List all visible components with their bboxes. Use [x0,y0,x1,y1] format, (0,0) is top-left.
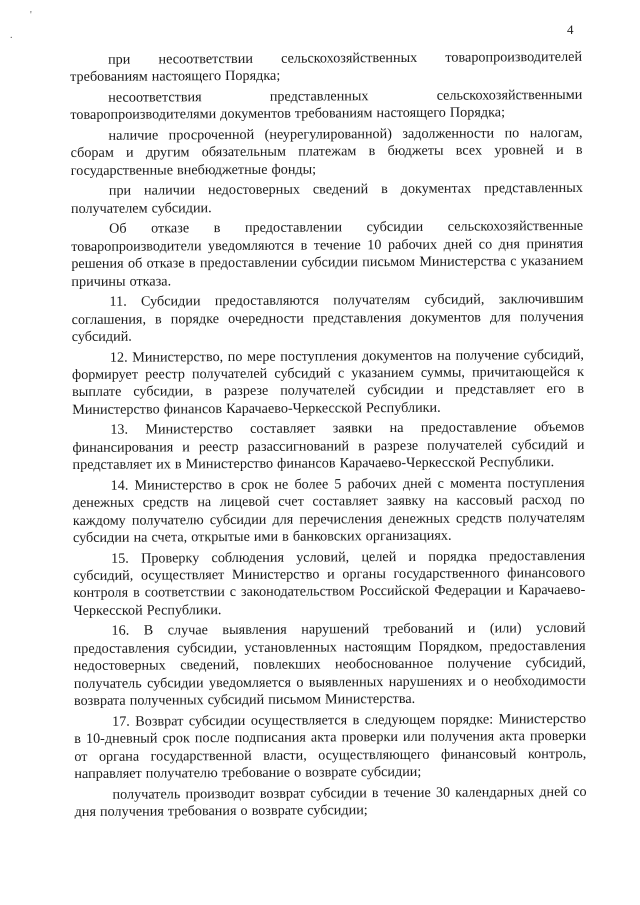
paragraph: получатель производит возврат субсидии в течение 30 календарных дней со дня получения требования о возврате субсидии; [74,783,587,820]
document-body [70,49,587,821]
paragraph-item-15: 15. Проверку соблюдения условий, целей и порядка предоставления субсидий, осуществляет Министерство и органы государственного финансового контроля в соответствии с законодательством Российской Федерации и Карачаево-Черкесской Республики. [73,547,586,619]
scan-mark: . [10,30,13,41]
paragraph: Об отказе в предоставлении субсидии сельскохозяйственные товаропроизводители уведомляются в течение 10 рабочих дней со дня принятия решения об отказе в предоставлении субсидии письмом Министерства с указанием причины отказа. [71,218,584,290]
paragraph-item-14: 14. Министерство в срок не более 5 рабочих дней с момента поступления денежных средств на лицевой счет составляет заявку на кассовый расход по каждому получателю субсидии для перечисления денежных средств получателям субсидии на счета, открытые ими в банковских организациях. [72,474,585,547]
paragraph: при несоответствии сельскохозяйственных товаропроизводителей требованиям настоящего Порядка; [70,48,583,86]
paragraph: наличие просроченной (неурегулированной) задолженности по налогам, сборам и другим обязательным платежам в бюджеты всех уровней и в государственные внебюджетные фонды; [70,124,583,179]
paragraph-item-17: 17. Возврат субсидии осуществляется в следующем порядке: Министерство в 10-дневный срок после подписания акта проверки или получения акта проверки от органа государственной власти, осуществляющего финансовый контроль, направляет получателю требование о возврате субсидии; [74,710,587,782]
paragraph-item-12: 12. Министерство, по мере поступления документов на получение субсидий, формирует реестр получателей субсидий с указанием суммы, причитающейся к выплате субсидии, в разрезе получателей субсидии и представляет его в Министерство финансов Карачаево-Черкесской Республики. [71,346,585,418]
paragraph-item-16: 16. В случае выявления нарушений требований и (или) условий предоставления субсидии, установленных настоящим Порядком, предоставления недостоверных сведений, повлекших необоснованное получение субсидий, получатель субсидии уведомляется о выявленных нарушениях и о необходимости возврата полученных субсидий письмом Министерства. [73,620,586,710]
paragraph: несоответствия представленных сельскохозяйственными товаропроизводителями документов требованиям настоящего Порядка; [70,86,583,124]
page-number: 4 [567,22,574,37]
paragraph-item-11: 11. Субсидии предоставляются получателям субсидий, заключившим соглашения, в порядке очередности представления документов для получения субсидий. [71,291,584,346]
scan-mark: ' [30,10,32,21]
paragraph: при наличии недостоверных сведений в документах представленных получателем субсидии. [70,180,583,217]
paragraph-item-13: 13. Министерство составляет заявки на предоставление объемов финансирования и реестр разассигнований в разрезе получателей субсидий и представляет их в Министерство финансов Карачаево-Черкесской Республики. [72,419,585,474]
